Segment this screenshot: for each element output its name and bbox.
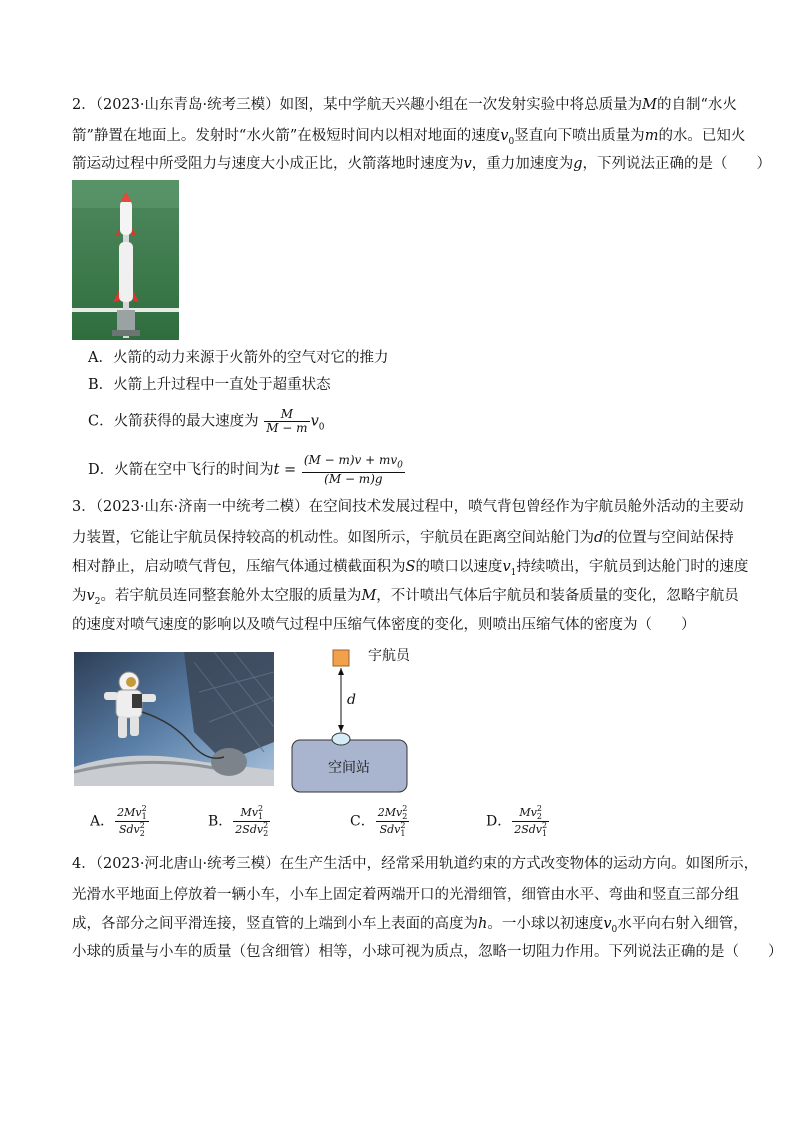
diagram-astronaut-label: 宇航员 bbox=[368, 648, 410, 664]
q2-option-c-fraction: $\frac{M}{M - m}$ bbox=[266, 407, 308, 435]
q3-choice-fraction: Mv 2 1 2Sdv 2 2 bbox=[235, 804, 269, 838]
q4-line-2: 光滑水平地面上停放着一辆小车，小车上固定着两端开口的光滑细管，细管由水平、弯曲和竖直三部分组 bbox=[72, 887, 739, 903]
q3-choice-a bbox=[90, 805, 150, 838]
q2-line-3: 箭运动过程中所受阻力与速度大小成正比，火箭落地时速度为v，重力加速度为g，下列说法正确的是（ ） bbox=[72, 156, 771, 172]
q4-line-4: 小球的质量与小车的质量（包含细管）相等，小球可视为质点，忽略一切阻力作用。下列说法正确的是（ ） bbox=[72, 944, 783, 960]
q3-choice-label: A． bbox=[90, 813, 115, 830]
q4-line-3: 成，各部分之间平滑连接，竖直管的上端到小车上表面的高度为h。一小球以初速度$v_0$水平向右射入细管， bbox=[72, 916, 748, 935]
q3-choice-label: B． bbox=[208, 813, 233, 830]
q3-choice-b bbox=[208, 805, 271, 838]
q2-option-a: A．火箭的动力来源于火箭外的空气对它的推力 bbox=[88, 350, 389, 366]
q3-line-5: 的速度对喷气速度的影响以及喷气过程中压缩气体密度的变化，则喷出压缩气体的密度为（ ） bbox=[72, 617, 696, 633]
q3-choice-fraction: 2Mv 2 1 Sdv 2 2 bbox=[117, 804, 147, 838]
q3-choice-d bbox=[486, 805, 550, 838]
q2-option-b: B．火箭上升过程中一直处于超重状态 bbox=[88, 377, 331, 393]
q2-option-d: D．火箭在空中飞行的时间为t = $\frac{(M - m)v + mv_0}{(M - m)g}$ bbox=[88, 453, 403, 487]
q3-line-1: 3．（2023·山东·济南一中统考二模）在空间技术发展过程中，喷气背包曾经作为宇航员舱外活动的主要动 bbox=[72, 499, 744, 515]
q3-choice-label: C． bbox=[350, 813, 375, 830]
water-rocket-photo bbox=[72, 180, 179, 340]
q3-choice-fraction: 2Mv 2 2 Sdv 2 1 bbox=[377, 804, 408, 838]
q2-option-c: C．火箭获得的最大速度为 $\frac{M}{M - m}$ $v_0$ bbox=[88, 407, 325, 435]
q3-line-3: 相对静止，启动喷气背包，压缩气体通过横截面积为S的喷口以速度$v_1$持续喷出，宇航员到达舱门时的速度 bbox=[72, 559, 749, 578]
q3-choice-fraction: Mv 2 2 2Sdv 2 1 bbox=[514, 804, 548, 838]
q2-line-2: 箭”静置在地面上。发射时“水火箭”在极短时间内以相对地面的速度$v_0$竖直向下喷出质量为m的水。已知火 bbox=[72, 128, 746, 147]
q3-choice-label: D． bbox=[486, 813, 512, 830]
q3-line-4: 为$v_2$。若宇航员连同整套舱外太空服的质量为M，不计喷出气体后宇航员和装备质量的变化，忽略宇航员 bbox=[72, 588, 739, 607]
q2-option-d-fraction: $\frac{(M - m)v + mv_0}{(M - m)g}$ bbox=[303, 453, 403, 487]
diagram-d-label: d bbox=[347, 692, 356, 708]
q3-line-2: 力装置，它能让宇航员保持较高的机动性。如图所示，宇航员在距离空间站舱门为d的位置与空间站保持 bbox=[72, 530, 734, 546]
q3-choice-c bbox=[350, 805, 410, 838]
diagram-station-label: 空间站 bbox=[328, 760, 370, 776]
q4-line-1: 4．（2023·河北唐山·统考三模）在生产生活中，经常采用轨道约束的方式改变物体的运动方向。如图所示， bbox=[72, 856, 759, 872]
q2-line-1: 2．（2023·山东青岛·统考三模）如图，某中学航天兴趣小组在一次发射实验中将总质量为M的自制“水火 bbox=[72, 97, 737, 113]
astronaut-photo bbox=[74, 652, 274, 786]
